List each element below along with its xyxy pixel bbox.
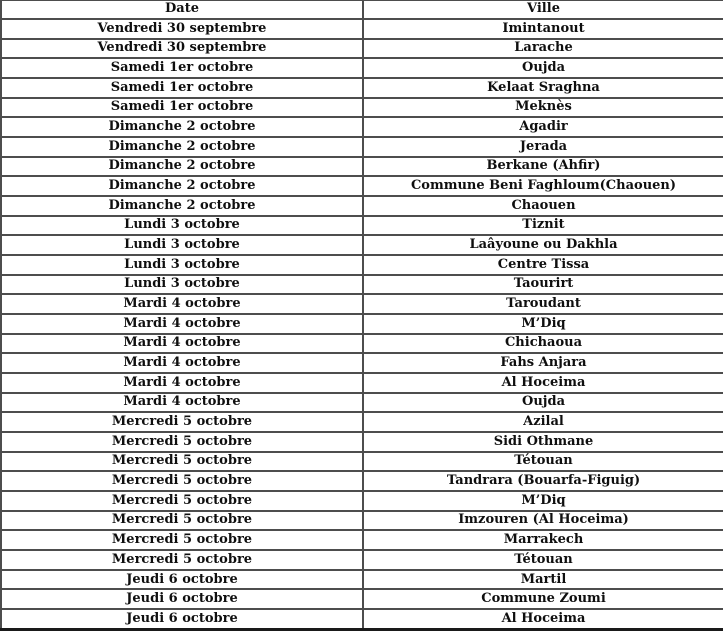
ville-cell: Larache: [363, 39, 723, 59]
date-cell: Mardi 4 octobre: [1, 334, 363, 354]
table-row: [1, 570, 723, 590]
ville-cell: M’Diq: [363, 491, 723, 511]
table-row: [1, 216, 723, 236]
ville-cell: Tétouan: [363, 452, 723, 472]
table-header-row: [1, 1, 723, 20]
date-cell: Mardi 4 octobre: [1, 393, 363, 413]
ville-cell: Meknès: [363, 98, 723, 118]
ville-cell: Chichaoua: [363, 334, 723, 354]
ville-cell: Commune Zoumi: [363, 589, 723, 609]
table-row: [1, 452, 723, 472]
ville-cell: Oujda: [363, 58, 723, 78]
ville-cell: Chaouen: [363, 196, 723, 216]
date-cell: Lundi 3 octobre: [1, 235, 363, 255]
date-cell: Samedi 1er octobre: [1, 58, 363, 78]
date-cell: Dimanche 2 octobre: [1, 176, 363, 196]
date-cell: Jeudi 6 octobre: [1, 589, 363, 609]
table-row: [1, 412, 723, 432]
date-cell: Mercredi 5 octobre: [1, 511, 363, 531]
ville-cell: Marrakech: [363, 530, 723, 550]
ville-cell: Centre Tissa: [363, 255, 723, 275]
table-row: [1, 19, 723, 39]
date-cell: Mercredi 5 octobre: [1, 530, 363, 550]
ville-cell: Agadir: [363, 117, 723, 137]
ville-cell: Tétouan: [363, 550, 723, 570]
date-cell: Mercredi 5 octobre: [1, 550, 363, 570]
table-row: [1, 334, 723, 354]
table-row: [1, 550, 723, 570]
date-cell: Jeudi 6 octobre: [1, 609, 363, 629]
date-cell: Samedi 1er octobre: [1, 98, 363, 118]
date-cell: Mercredi 5 octobre: [1, 471, 363, 491]
ville-cell: Tandrara (Bouarfa-Figuig): [363, 471, 723, 491]
date-cell: Mardi 4 octobre: [1, 314, 363, 334]
date-cell: Lundi 3 octobre: [1, 275, 363, 295]
date-cell: Mercredi 5 octobre: [1, 491, 363, 511]
ville-cell: Oujda: [363, 393, 723, 413]
table-row: [1, 589, 723, 609]
ville-cell: Berkane (Ahfir): [363, 157, 723, 177]
table-row: [1, 176, 723, 196]
table-row: [1, 530, 723, 550]
ville-cell: Jerada: [363, 137, 723, 157]
date-cell: Mardi 4 octobre: [1, 373, 363, 393]
column-header-ville: Ville: [363, 1, 723, 20]
date-cell: Samedi 1er octobre: [1, 78, 363, 98]
date-cell: Lundi 3 octobre: [1, 255, 363, 275]
ville-cell: Azilal: [363, 412, 723, 432]
table-row: [1, 353, 723, 373]
table-row: [1, 511, 723, 531]
table-row: [1, 235, 723, 255]
ville-cell: Fahs Anjara: [363, 353, 723, 373]
table-row: [1, 39, 723, 59]
table-row: [1, 98, 723, 118]
date-cell: Dimanche 2 octobre: [1, 157, 363, 177]
ville-cell: Al Hoceima: [363, 373, 723, 393]
table-row: [1, 196, 723, 216]
table-row: [1, 78, 723, 98]
date-cell: Dimanche 2 octobre: [1, 117, 363, 137]
ville-cell: Tiznit: [363, 216, 723, 236]
table-row: [1, 471, 723, 491]
table-body: [1, 19, 723, 630]
date-cell: Dimanche 2 octobre: [1, 137, 363, 157]
table-row: [1, 393, 723, 413]
ville-cell: Al Hoceima: [363, 609, 723, 629]
ville-cell: Laâyoune ou Dakhla: [363, 235, 723, 255]
ville-cell: Martil: [363, 570, 723, 590]
ville-cell: Imintanout: [363, 19, 723, 39]
ville-cell: Taroudant: [363, 294, 723, 314]
date-cell: Mercredi 5 octobre: [1, 432, 363, 452]
table-row: [1, 117, 723, 137]
date-cell: Mardi 4 octobre: [1, 353, 363, 373]
date-cell: Vendredi 30 septembre: [1, 19, 363, 39]
ville-cell: Imzouren (Al Hoceima): [363, 511, 723, 531]
table-row: [1, 609, 723, 629]
date-cell: Jeudi 6 octobre: [1, 570, 363, 590]
ville-cell: Taourirt: [363, 275, 723, 295]
ville-cell: Kelaat Sraghna: [363, 78, 723, 98]
date-cell: Dimanche 2 octobre: [1, 196, 363, 216]
ville-cell: M’Diq: [363, 314, 723, 334]
column-header-date: Date: [1, 1, 363, 20]
table-row: [1, 157, 723, 177]
ville-cell: Sidi Othmane: [363, 432, 723, 452]
table-row: [1, 275, 723, 295]
table-row: [1, 58, 723, 78]
table-row: [1, 491, 723, 511]
date-cell: Lundi 3 octobre: [1, 216, 363, 236]
table-row: [1, 373, 723, 393]
table-row: [1, 314, 723, 334]
date-cell: Mercredi 5 octobre: [1, 452, 363, 472]
date-cell: Mercredi 5 octobre: [1, 412, 363, 432]
table-row: [1, 432, 723, 452]
table-row: [1, 137, 723, 157]
table-row: [1, 294, 723, 314]
date-cell: Vendredi 30 septembre: [1, 39, 363, 59]
table-row: [1, 255, 723, 275]
ville-cell: Commune Beni Faghloum(Chaouen): [363, 176, 723, 196]
date-cell: Mardi 4 octobre: [1, 294, 363, 314]
